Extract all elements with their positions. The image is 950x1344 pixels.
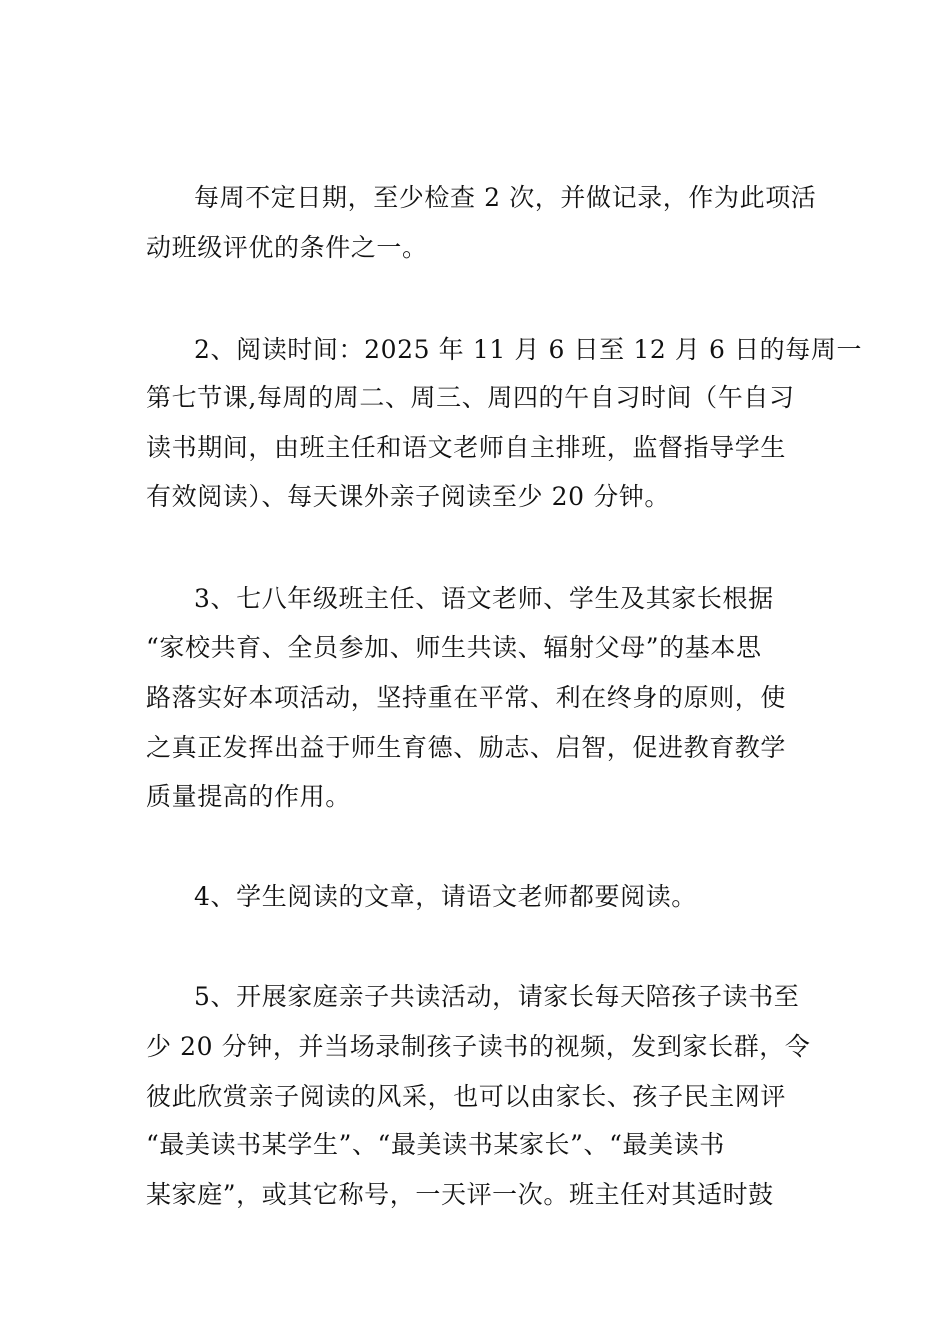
paragraph-line: 第七节课,每周的周二、周三、周四的午自习时间（午自习 <box>146 383 795 412</box>
paragraph-line: 有效阅读）、每天课外亲子阅读至少 20 分钟。 <box>146 482 671 511</box>
paragraph-line: 之真正发挥出益于师生育德、励志、启智，促进教育教学 <box>146 733 787 762</box>
paragraph-line: 5、开展家庭亲子共读活动，请家长每天陪孩子读书至 <box>194 982 800 1011</box>
paragraph-line: 质量提高的作用。 <box>146 782 351 811</box>
paragraph-line: “家校共育、全员参加、师生共读、辐射父母”的基本思 <box>146 633 762 662</box>
paragraph-line: 路落实好本项活动，坚持重在平常、利在终身的原则，使 <box>146 683 787 712</box>
paragraph-line: 4、学生阅读的文章，请语文老师都要阅读。 <box>194 882 697 911</box>
paragraph-line: 每周不定日期，至少检查 2 次，并做记录，作为此项活 <box>194 183 817 212</box>
paragraph-line: 2、阅读时间：2025 年 11 月 6 日至 12 月 6 日的每周一 <box>194 335 863 364</box>
paragraph-line: 3、七八年级班主任、语文老师、学生及其家长根据 <box>194 584 774 613</box>
paragraph-line: “最美读书某学生”、“最美读书某家长”、“最美读书 <box>146 1130 725 1159</box>
paragraph-line: 读书期间，由班主任和语文老师自主排班，监督指导学生 <box>146 433 787 462</box>
paragraph-line: 某家庭”，或其它称号，一天评一次。班主任对其适时鼓 <box>146 1180 774 1209</box>
paragraph-line: 动班级评优的条件之一。 <box>146 233 428 262</box>
paragraph-line: 少 20 分钟，并当场录制孩子读书的视频，发到家长群，令 <box>146 1032 811 1061</box>
paragraph-line: 彼此欣赏亲子阅读的风采，也可以由家长、孩子民主网评 <box>146 1082 787 1111</box>
